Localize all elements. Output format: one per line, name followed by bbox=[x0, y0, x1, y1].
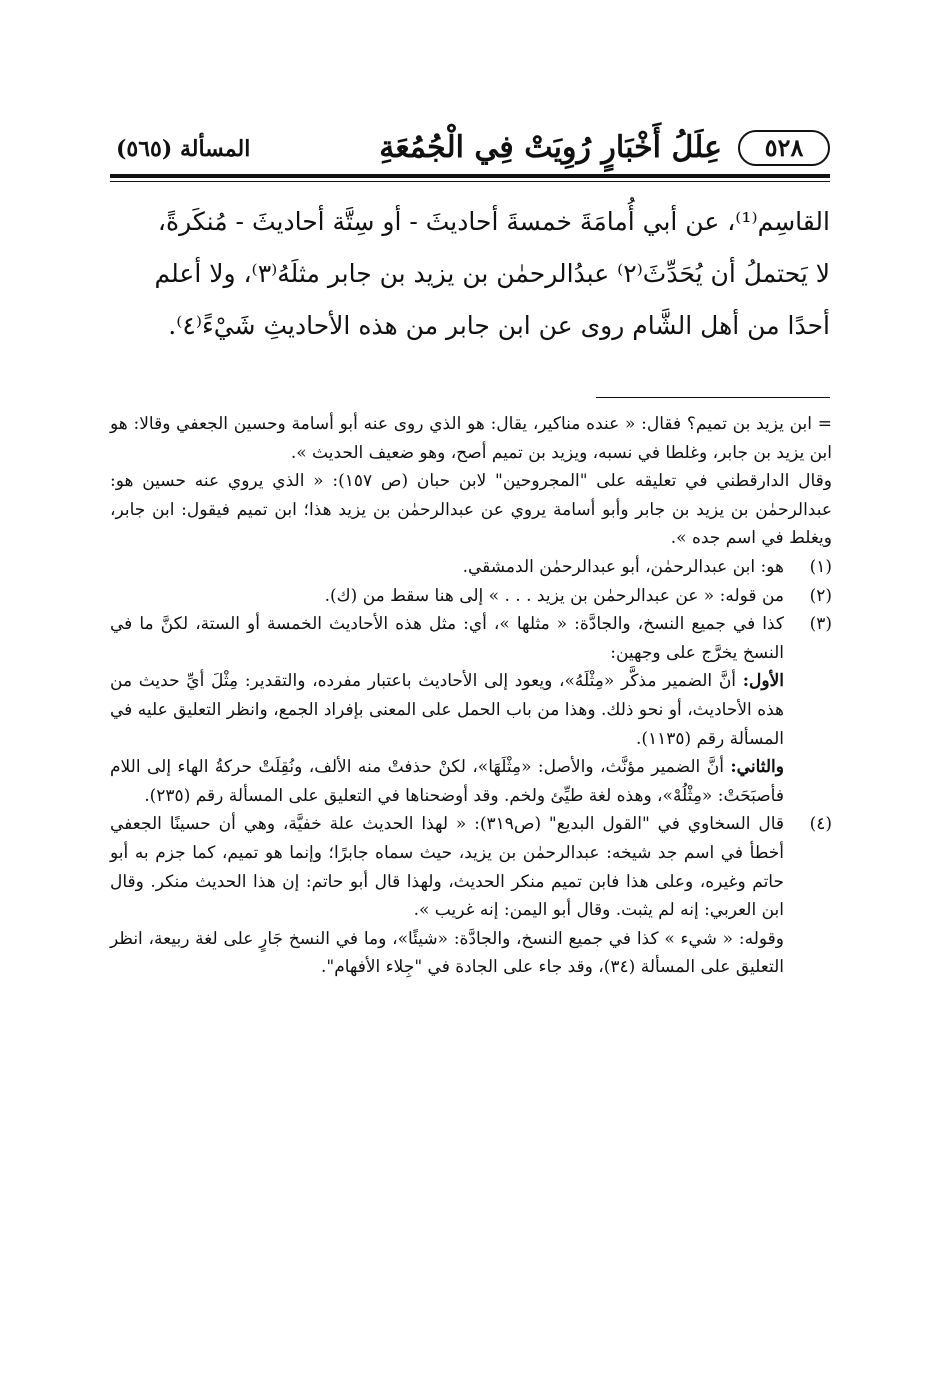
footnote-2 bbox=[110, 582, 832, 611]
footnotes bbox=[110, 410, 832, 982]
footnote-continuation: وقال الدارقطني في تعليقه على "المجروحين" لابن حبان (ص ١٥٧): « الذي يروي عنه حسين هو: عبدالرحمٰن بن يزيد بن جابر وأبو أسامة يروي عن عبدالرحمٰن بن يزيد هذا؛ ابن تميم فيقول: ابن جابر، ويغلط في اسم جده ». bbox=[110, 471, 832, 549]
main-text-line: أحدًا من أهل الشَّام روى عن ابن جابر من هذه الأحاديثِ شَيْءً⁽٤⁾. bbox=[168, 311, 830, 340]
footnote-number: (٤) bbox=[809, 814, 832, 835]
main-text bbox=[110, 196, 830, 352]
footnote-number: (٣) bbox=[809, 614, 832, 635]
footnote-subpoint bbox=[110, 753, 784, 810]
footnote-subpoint bbox=[110, 667, 784, 753]
footnote-4 bbox=[110, 810, 832, 982]
footnote-text: هو: ابن عبدالرحمٰن، أبو عبدالرحمٰن الدمشقي. bbox=[462, 556, 784, 577]
header-rule-thick bbox=[110, 174, 830, 178]
footnote-separator bbox=[596, 397, 830, 398]
subpoint-text: أنَّ الضمير مؤنَّث، والأصل: «مِثْلَهَا»، لكنْ حذفتْ منه الألف، ونُقِلَتْ حركةُ الهاء إلى اللام فأصبَحَتْ: «مِثْلُهْ»، وهذه لغة طيِّئ ولخم. وقد أوضحناها في التعليق على المسألة رقم (٢٣٥). bbox=[110, 757, 784, 806]
subpoint-text: أنَّ الضمير مذكَّر «مِثْلَهُ»، ويعود إلى الأحاديث باعتبار مفرده، والتقدير: مِثْلَ أيِّ حديث من هذه الأحاديث، أو نحو ذلك. وهذا من باب الحمل على المعنى بإفراد الجمع، وانظر التعليق عليه في المسألة رقم (١١٣٥). bbox=[110, 671, 784, 749]
issue-label: المسألة (٥٦٥) bbox=[116, 136, 251, 162]
subpoint-lead: والثاني: bbox=[730, 757, 784, 778]
main-text-line: لا يَحتملُ أن يُحَدِّثَ⁽٢⁾ عبدُالرحمٰن بن يزيد بن جابر مثلَهُ⁽٣⁾، ولا أعلم bbox=[154, 259, 830, 288]
footnote-continuation: = ابن يزيد بن تميم؟ فقال: « عنده مناكير، يقال: هو الذي روى عنه أبو أسامة وحسين الجعفي وقالا: هو ابن يزيد بن جابر، وغلطا في نسبه، ويزيد بن تميم أصح، وهو ضعيف الحديث ». bbox=[110, 414, 832, 463]
subpoint-lead: الأول: bbox=[742, 671, 785, 692]
main-text-line: القاسِم⁽¹⁾، عن أبي أُمامَةَ خمسةَ أحاديثَ - أو سِتَّة أحاديثَ - مُنكَرةً، bbox=[157, 207, 830, 236]
page-number: ٥٢٨ bbox=[738, 130, 830, 166]
footnote-extra: وقوله: « شيء » كذا في جميع النسخ، والجادَّة: «شيئًا»، وما في النسخ جَارٍ على لغة ربيعة، انظر التعليق على المسألة (٣٤)، وقد جاء على الجادة في "جِلاء الأفهام". bbox=[110, 928, 784, 978]
page-header bbox=[110, 128, 830, 174]
footnote-text: كذا في جميع النسخ، والجادَّة: « مثلها »، أي: مثل هذه الأحاديث الخمسة أو الستة، لكنَّ ما في النسخ يخرَّج على وجهين: bbox=[110, 614, 784, 663]
footnote-number: (١) bbox=[809, 556, 832, 577]
header-rule-thin bbox=[110, 181, 830, 182]
footnote-text: قال السخاوي في "القول البديع" (ص٣١٩): « لهذا الحديث علة خفيَّة، وهي أن حسينًا الجعفي أخطأ في اسم جد شيخه: عبدالرحمٰن بن يزيد، حيث سماه جابرًا؛ وإنما هو تميم، كما جزم به أبو حاتم وغيره، وعلى هذا فابن تميم منكر الحديث، ولهذا قال أبو حاتم: إن هذا الحديث منكر. وقال ابن العربي: إنه لم يثبت. وقال أبو اليمن: إنه غريب ». bbox=[110, 814, 784, 921]
footnote-number: (٢) bbox=[809, 585, 832, 606]
footnote-3 bbox=[110, 610, 832, 810]
footnote-1 bbox=[110, 553, 832, 582]
footnote-text: من قوله: « عن عبدالرحمٰن بن يزيد . . . » إلى هنا سقط من (ك). bbox=[324, 585, 784, 606]
book-title: عِلَلُ أَخْبَارٍ رُوِيَتْ فِي الْجُمُعَةِ bbox=[379, 130, 722, 165]
